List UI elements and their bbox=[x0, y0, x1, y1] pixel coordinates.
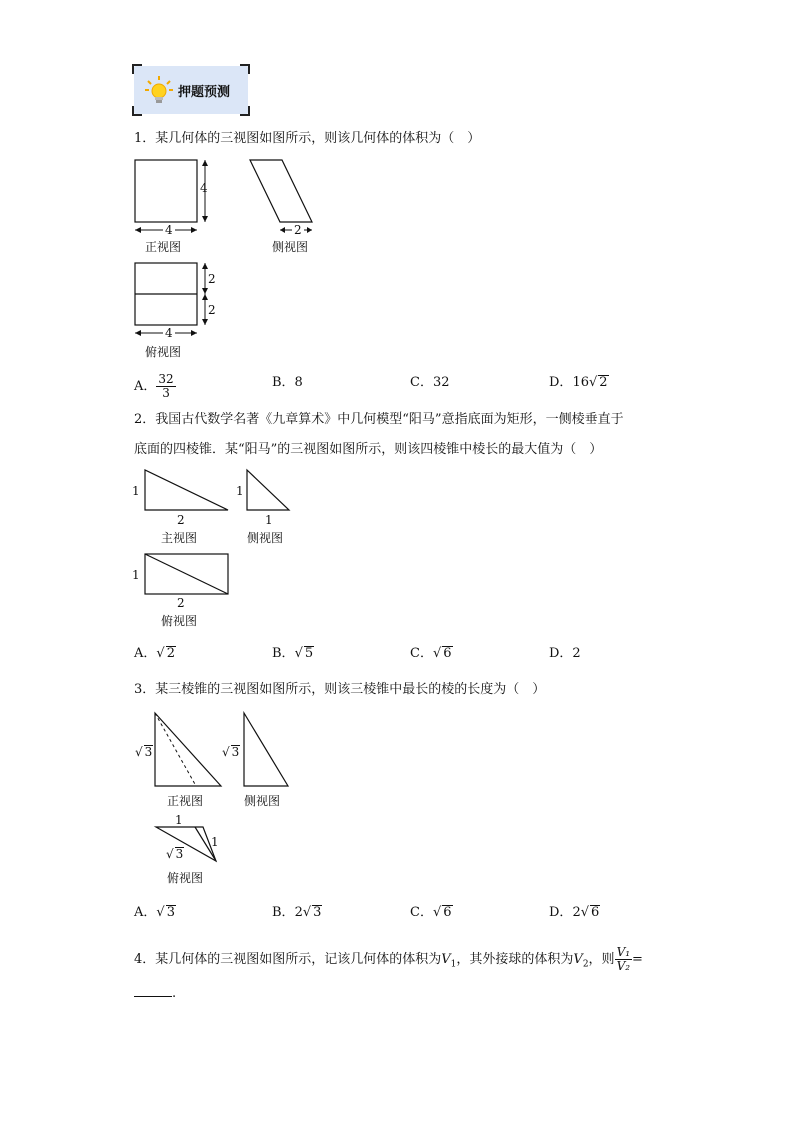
corner-mark bbox=[132, 106, 142, 116]
q4-answer-line: . bbox=[134, 984, 176, 1002]
q2-front-label: 主视图 bbox=[161, 531, 198, 545]
q3-front-h: √ 3 bbox=[135, 745, 153, 759]
q1-side-view bbox=[250, 160, 312, 222]
section-badge bbox=[134, 66, 248, 114]
q2-front-view bbox=[145, 470, 228, 510]
q1-front-view bbox=[135, 160, 197, 222]
q2-side-view bbox=[247, 470, 289, 510]
q2-front-h: 1 bbox=[132, 484, 140, 498]
q1-option-b: B．8 bbox=[272, 375, 303, 390]
q3-stem: 3．某三棱锥的三视图如图所示，则该三棱锥中最长的棱的长度为（ ） bbox=[134, 682, 546, 697]
lightbulb-icon bbox=[144, 74, 174, 106]
q3-front-label: 正视图 bbox=[167, 794, 204, 808]
q1-option-c: C．32 bbox=[410, 375, 450, 390]
q3-option-c: C．√ 6 bbox=[410, 905, 452, 920]
corner-mark bbox=[240, 64, 250, 74]
q3-front-view bbox=[155, 713, 221, 786]
answer-blank[interactable] bbox=[134, 984, 172, 997]
badge-title: 押题预测 bbox=[178, 85, 231, 100]
q2-side-label: 侧视图 bbox=[247, 531, 284, 545]
q3-top-a: 1 bbox=[175, 813, 183, 827]
q3-side-h: √ 3 bbox=[222, 745, 240, 759]
q2-option-c: C．√ 6 bbox=[410, 646, 452, 661]
q1-dim-top-lower: 2 bbox=[208, 303, 216, 317]
q2-top-h: 1 bbox=[132, 568, 140, 582]
q2-side-w: 1 bbox=[265, 513, 273, 527]
q1-stem: 1．某几何体的三视图如图所示，则该几何体的体积为（ ） bbox=[134, 131, 481, 146]
q3-side-view bbox=[244, 713, 288, 786]
q1-figure bbox=[125, 155, 325, 370]
q2-option-a: A．√ 2 bbox=[134, 646, 175, 661]
q1-dim-side-width: 2 bbox=[294, 223, 302, 237]
q2-top-w: 2 bbox=[177, 596, 185, 610]
q3-top-label: 俯视图 bbox=[167, 871, 204, 885]
q1-dim-front-height: 4 bbox=[200, 181, 208, 195]
q1-dim-top-upper: 2 bbox=[208, 272, 216, 286]
q3-option-b: B．2√ 3 bbox=[272, 905, 322, 920]
q3-top-b: 1 bbox=[211, 835, 219, 849]
q3-side-label: 侧视图 bbox=[244, 794, 281, 808]
q2-option-b: B．√ 5 bbox=[272, 646, 314, 661]
q2-stem-line2: 底面的四棱锥．某“阳马”的三视图如图所示，则该四棱锥中棱长的最大值为（ ） bbox=[134, 442, 603, 457]
q3-top-view bbox=[156, 827, 216, 861]
q1-front-label: 正视图 bbox=[145, 240, 182, 254]
q2-front-w: 2 bbox=[177, 513, 185, 527]
q2-top-label: 俯视图 bbox=[161, 614, 198, 628]
q4-stem: 4．某几何体的三视图如图所示，记该几何体的体积为$V_1$，其外接球的体积为$V_2$，则 $\frac{\text{V₁}}{\text{V₂}}$ = bbox=[134, 945, 643, 973]
q2-option-d: D．2 bbox=[549, 646, 581, 661]
q3-top-c: √ 3 bbox=[166, 847, 184, 861]
q2-stem-line1: 2．我国古代数学名著《九章算术》中几何模型“阳马”意指底面为矩形，一侧棱垂直于 bbox=[134, 412, 624, 427]
q1-side-label: 侧视图 bbox=[272, 240, 309, 254]
q2-side-h: 1 bbox=[236, 484, 244, 498]
q1-top-label: 俯视图 bbox=[145, 345, 182, 359]
q3-option-d: D．2√ 6 bbox=[549, 905, 600, 920]
q1-dim-top-width: 4 bbox=[165, 326, 173, 340]
corner-mark bbox=[132, 64, 142, 74]
q1-option-a: A． $\frac{32}{3}$ bbox=[134, 372, 174, 400]
corner-mark bbox=[240, 106, 250, 116]
q3-option-a: A．√ 3 bbox=[134, 905, 175, 920]
q1-dim-front-width: 4 bbox=[165, 223, 173, 237]
q1-option-d: D．16√ 2 bbox=[549, 375, 608, 390]
